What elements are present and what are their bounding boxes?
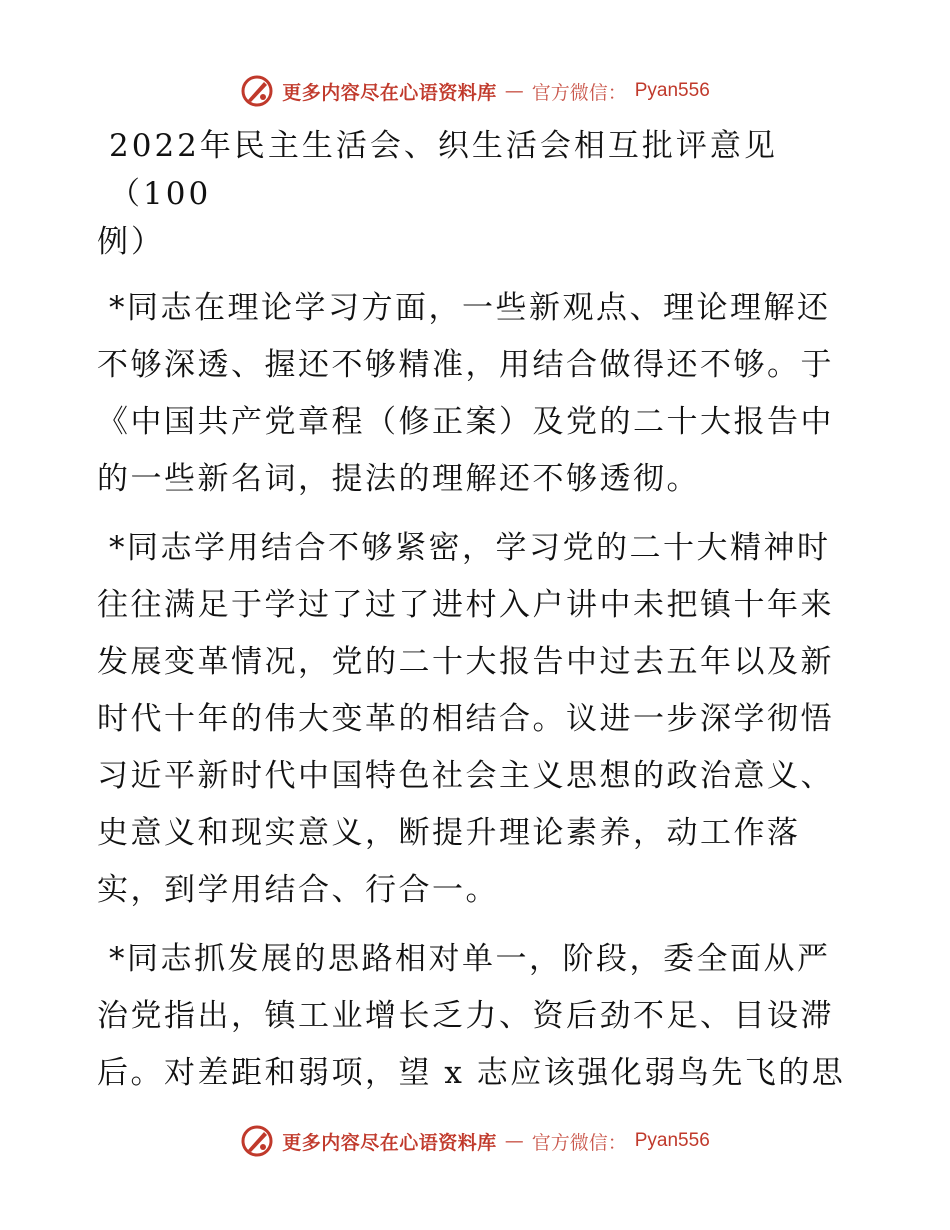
paragraph-1 [97, 280, 852, 508]
watermark-sub-text: 官方微信： [531, 81, 627, 104]
document-body [97, 122, 852, 1114]
title-line-2: 例） [97, 224, 165, 260]
paragraph-line: *同志在理论学习方面，一些新观点、理论理解还 [109, 290, 831, 326]
paragraph-line: 后。对差距和弱项，望 x 志应该强化弱鸟先飞的思 [97, 1055, 846, 1091]
paragraph-line: *同志抓发展的思路相对单一，阶段，委全面从严 [109, 941, 831, 977]
paragraph-3 [97, 931, 852, 1102]
watermark-wechat-id: Pyan556 [634, 80, 710, 101]
footer-watermark [0, 1122, 950, 1160]
quill-circle-logo-icon [240, 74, 274, 108]
watermark-main-text: 更多内容尽在心语资料库 [282, 1131, 497, 1154]
paragraph-2 [97, 520, 852, 919]
paragraph-line: 治党指出，镇工业增长乏力、资后劲不足、目设滞 [97, 998, 834, 1034]
paragraph-line: 《中国共产党章程（修正案）及党的二十大报告中 [97, 404, 834, 440]
watermark-dash: — [504, 1130, 524, 1152]
paragraph-line: 发展变革情况，党的二十大报告中过去五年以及新 [97, 644, 834, 680]
paragraph-line: 往往满足于学过了过了进村入户讲中未把镇十年来 [97, 587, 834, 623]
watermark-wechat-id: Pyan556 [634, 1130, 710, 1151]
document-title [97, 122, 852, 266]
watermark-sub-text: 官方微信： [531, 1131, 627, 1154]
title-line-1: 2022年民主生活会、织生活会相互批评意见（100 [109, 128, 778, 212]
paragraph-line: 史意义和现实意义，断提升理论素养，动工作落 [97, 815, 801, 851]
paragraph-line: 不够深透、握还不够精准，用结合做得还不够。于 [97, 347, 834, 383]
paragraph-line: 的一些新名词，提法的理解还不够透彻。 [97, 461, 700, 497]
paragraph-line: 时代十年的伟大变革的相结合。议进一步深学彻悟 [97, 701, 834, 737]
watermark-main-text: 更多内容尽在心语资料库 [282, 81, 497, 104]
header-watermark [0, 72, 950, 110]
paragraph-line: *同志学用结合不够紧密，学习党的二十大精神时 [109, 530, 831, 566]
quill-circle-logo-icon [240, 1124, 274, 1158]
watermark-dash: — [504, 80, 524, 102]
paragraph-line: 习近平新时代中国特色社会主义思想的政治意义、 [97, 758, 834, 794]
paragraph-line: 实，到学用结合、行合一。 [97, 872, 499, 908]
